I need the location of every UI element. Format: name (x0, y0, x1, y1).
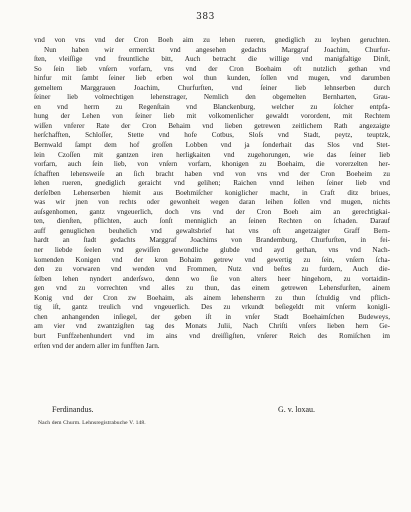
body-line: ſten, vleiſſige vnd freuntliche bitt, Auch betracht die willige vnd manigfaltige Dinſt, (34, 55, 390, 64)
body-line: was wir jnen von rechts oder gewonheit wegen daran leihen ſollen vnd mugen, nichts (34, 198, 390, 207)
body-line: wiſſen vnferer Rate der Cron Behaim vnd lieben getrewen zeitlichem Rath angezaigte (34, 121, 390, 130)
body-line: hardt an ſtadt gedachts Marggraf Joachims von Brandemburg, Churfurſten, in fei- (34, 236, 390, 245)
body-line: en vnd herrn zu Regenſtain vnd Blanckenburg, welcher zu ſolcher entpfa- (34, 102, 390, 111)
body-line: lehen rueren, gnediglich geraicht vnd gelihen; Raichen vnnd leihen ſeiner lieb vnd (34, 179, 390, 188)
body-line: am vier vnd zwantzigſten tag des Monats Julii, Nach Chriſti vnſers lieben hern Ge- (34, 322, 390, 331)
body-line: hung der Lehen von ſeiner lieb mit volkomenlicher gewaldt vorordent, mit Rechtem (34, 112, 390, 121)
body-line: ſeiner lieb volmechtigen lehenstrager, Nemlich den obgemelten Bernharten, Grau- (34, 93, 390, 102)
body-line: tig iſt, gantz treulich vnd vngeuerlich. Des zu vrkundt beſiegeldt mit vnſerm konigli- (34, 303, 390, 312)
body-line: gemeltem Marggrauen Joachim, Churfurſten, vnd ſeiner lieb lehnserben durch (34, 83, 390, 92)
body-line: vorfarn, auch ſein lieb, von vnſern vorfarn, khonigen zu Boehaim, die vorerzelten her- (34, 160, 390, 169)
body-line: vnd von vns vnd der Cron Boeh aim zu lehen rueren, gnediglich zu leyhen geruchten. (34, 36, 390, 44)
body-line: So ſein lieb vnſern vorfarn, vns vnd der Cron Boehaim oft nutzlich gethan vnd (34, 64, 390, 73)
body-line: lein Czoſſen mit gantzen iren herligkaiten vnd zugehorungen, wie das ſeiner lieb (34, 150, 390, 159)
signature-right: G. v. loxau. (278, 405, 316, 414)
signature-left: Ferdinandus. (52, 405, 94, 414)
body-line: auff genuglichen beuhelich vnd gewaltsbrief hat vns oft angetzaigter Graff Bern- (34, 226, 390, 235)
body-line: derſelben Lehenserben hiemit aus Boehmiſcher koniglicher macht, in Craft ditz briues, (34, 188, 390, 197)
body-line: auſsgenhomen, gantz vngeuerlich, doch vns vnd der Cron Boeh aim an gerechtigkai- (34, 207, 390, 216)
source-footnote: Nach dem Churm. Lehnsregistrabuche V. 148. (38, 420, 146, 426)
body-line: Bernwald ſampt dem hof groſſen Lobben vnd ja ſonderhait das Slos vnd Stet- (34, 141, 390, 150)
body-line: den zu vorwaren vnd wenden vnd Frommen, Nutz vnd beſtes zu furdern, Auch die- (34, 265, 390, 274)
body-line: hinfur mit ſambt ſeiner lieb erben wol thun kunden, ſollen vnd mugen, vnd darumben (34, 74, 390, 83)
body-line: gen vnd zu vorrechten vnd alles zu thun, das einem getrewen Lehensfurſten, ainem (34, 284, 390, 293)
body-text (34, 36, 390, 351)
body-line: Nun haben wir ermerckt vnd angesehen gedachts Marggraf Joachim, Churfur- (44, 45, 390, 54)
body-line: chen anhangenden inſiegel, der geben iſt in vnſer Stadt Boehaimſchen Budeweys, (34, 312, 390, 321)
body-line: herſchafften, Schloſſer, Stette vnd hofe Cotbus, Sloſs vnd Stadt, peytz, teuptzk, (34, 131, 390, 140)
page-number: 383 (196, 12, 215, 22)
body-line: ner liebde ſeelen vnd gewiſſen gewondliche glubde vnd ayd gethan, vns vnd Nach- (34, 246, 390, 255)
body-line: ſchafften lehensweiſe an ſich bracht haben vnd von vns vnd der Cron Boeheim zu (34, 169, 390, 178)
body-line: Konig vnd der Cron zw Boehaim, als ainem lehensherrn zu thun ſchuldig vnd pflich- (34, 293, 390, 302)
body-line: komenden Konigen vnd der kron Bohaim getrew vnd gewertig zu ſein, vnſern ſcha- (34, 255, 390, 264)
body-line: ſelben lehen nyndert anderſswo, denn wo ſie von alters heer hingehorn, zu vortaidin- (34, 274, 390, 283)
body-line: ten, dienſten, pflichten, auch ſonſt menniglich an ſeinen Rechten on ſchaden. Darauf (34, 217, 390, 226)
signature-block (38, 405, 358, 417)
body-line: erſten vnd der andern aller im funfften Jarn. (34, 341, 160, 350)
body-line: burt Funffzehenhundert vnd im ains vnd dreiſſigſten, vnſerer Reich des Romiſchen im (34, 331, 390, 340)
